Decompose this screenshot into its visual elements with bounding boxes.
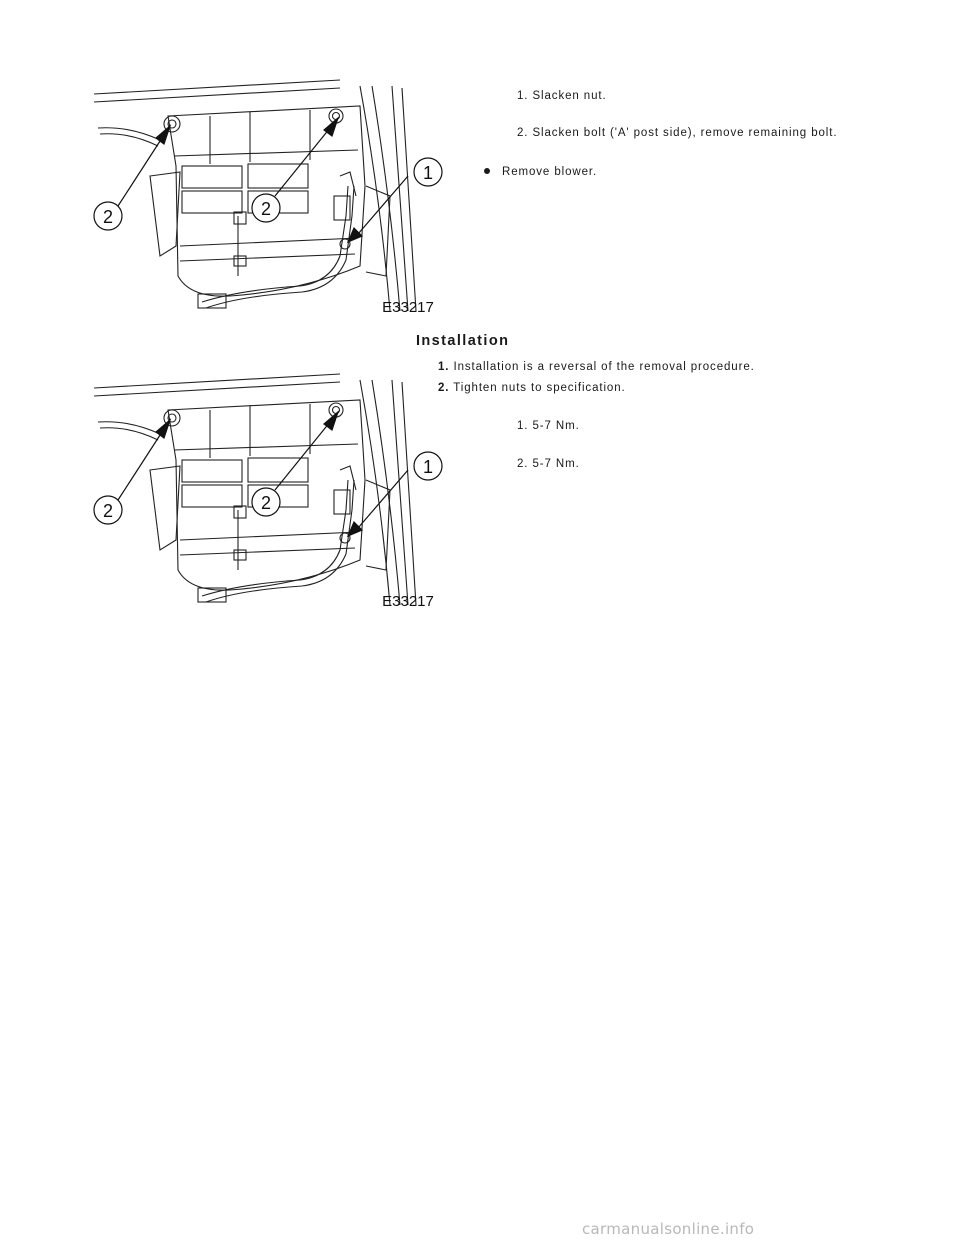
callout-2-left: 2 bbox=[102, 501, 114, 521]
bullet-icon bbox=[484, 168, 490, 174]
install-step-1 bbox=[438, 361, 755, 373]
removal-bullet bbox=[484, 166, 597, 178]
removal-sub-step-1: 1. Slacken nut. bbox=[517, 90, 607, 102]
blower-illustration-2 bbox=[90, 370, 450, 610]
watermark: carmanualsonline.info bbox=[582, 1220, 755, 1238]
callout-2-center: 2 bbox=[260, 199, 272, 219]
blower-removal-figure bbox=[90, 76, 450, 316]
callout-1: 1 bbox=[422, 163, 434, 183]
install-step-1-number: 1. bbox=[438, 361, 450, 373]
callout-2-center: 2 bbox=[260, 493, 272, 513]
figure-code: E33217 bbox=[382, 299, 434, 316]
install-step-2-number: 2. bbox=[438, 382, 450, 394]
install-sub-step-2: 2. 5-7 Nm. bbox=[517, 458, 580, 470]
section-heading: Installation bbox=[416, 333, 510, 349]
install-step-2-text: Tighten nuts to specification. bbox=[453, 382, 626, 394]
removal-sub-step-2: 2. Slacken bolt ('A' post side), remove remaining bolt. bbox=[517, 127, 838, 139]
install-step-1-text: Installation is a reversal of the removal procedure. bbox=[453, 361, 755, 373]
removal-bullet-text: Remove blower. bbox=[502, 166, 598, 178]
install-step-2 bbox=[438, 382, 626, 394]
figure-code: E33217 bbox=[382, 593, 434, 610]
blower-installation-figure bbox=[90, 370, 450, 610]
install-sub-step-1: 1. 5-7 Nm. bbox=[517, 420, 580, 432]
callout-1: 1 bbox=[422, 457, 434, 477]
callout-2-left: 2 bbox=[102, 207, 114, 227]
blower-illustration bbox=[90, 76, 450, 316]
